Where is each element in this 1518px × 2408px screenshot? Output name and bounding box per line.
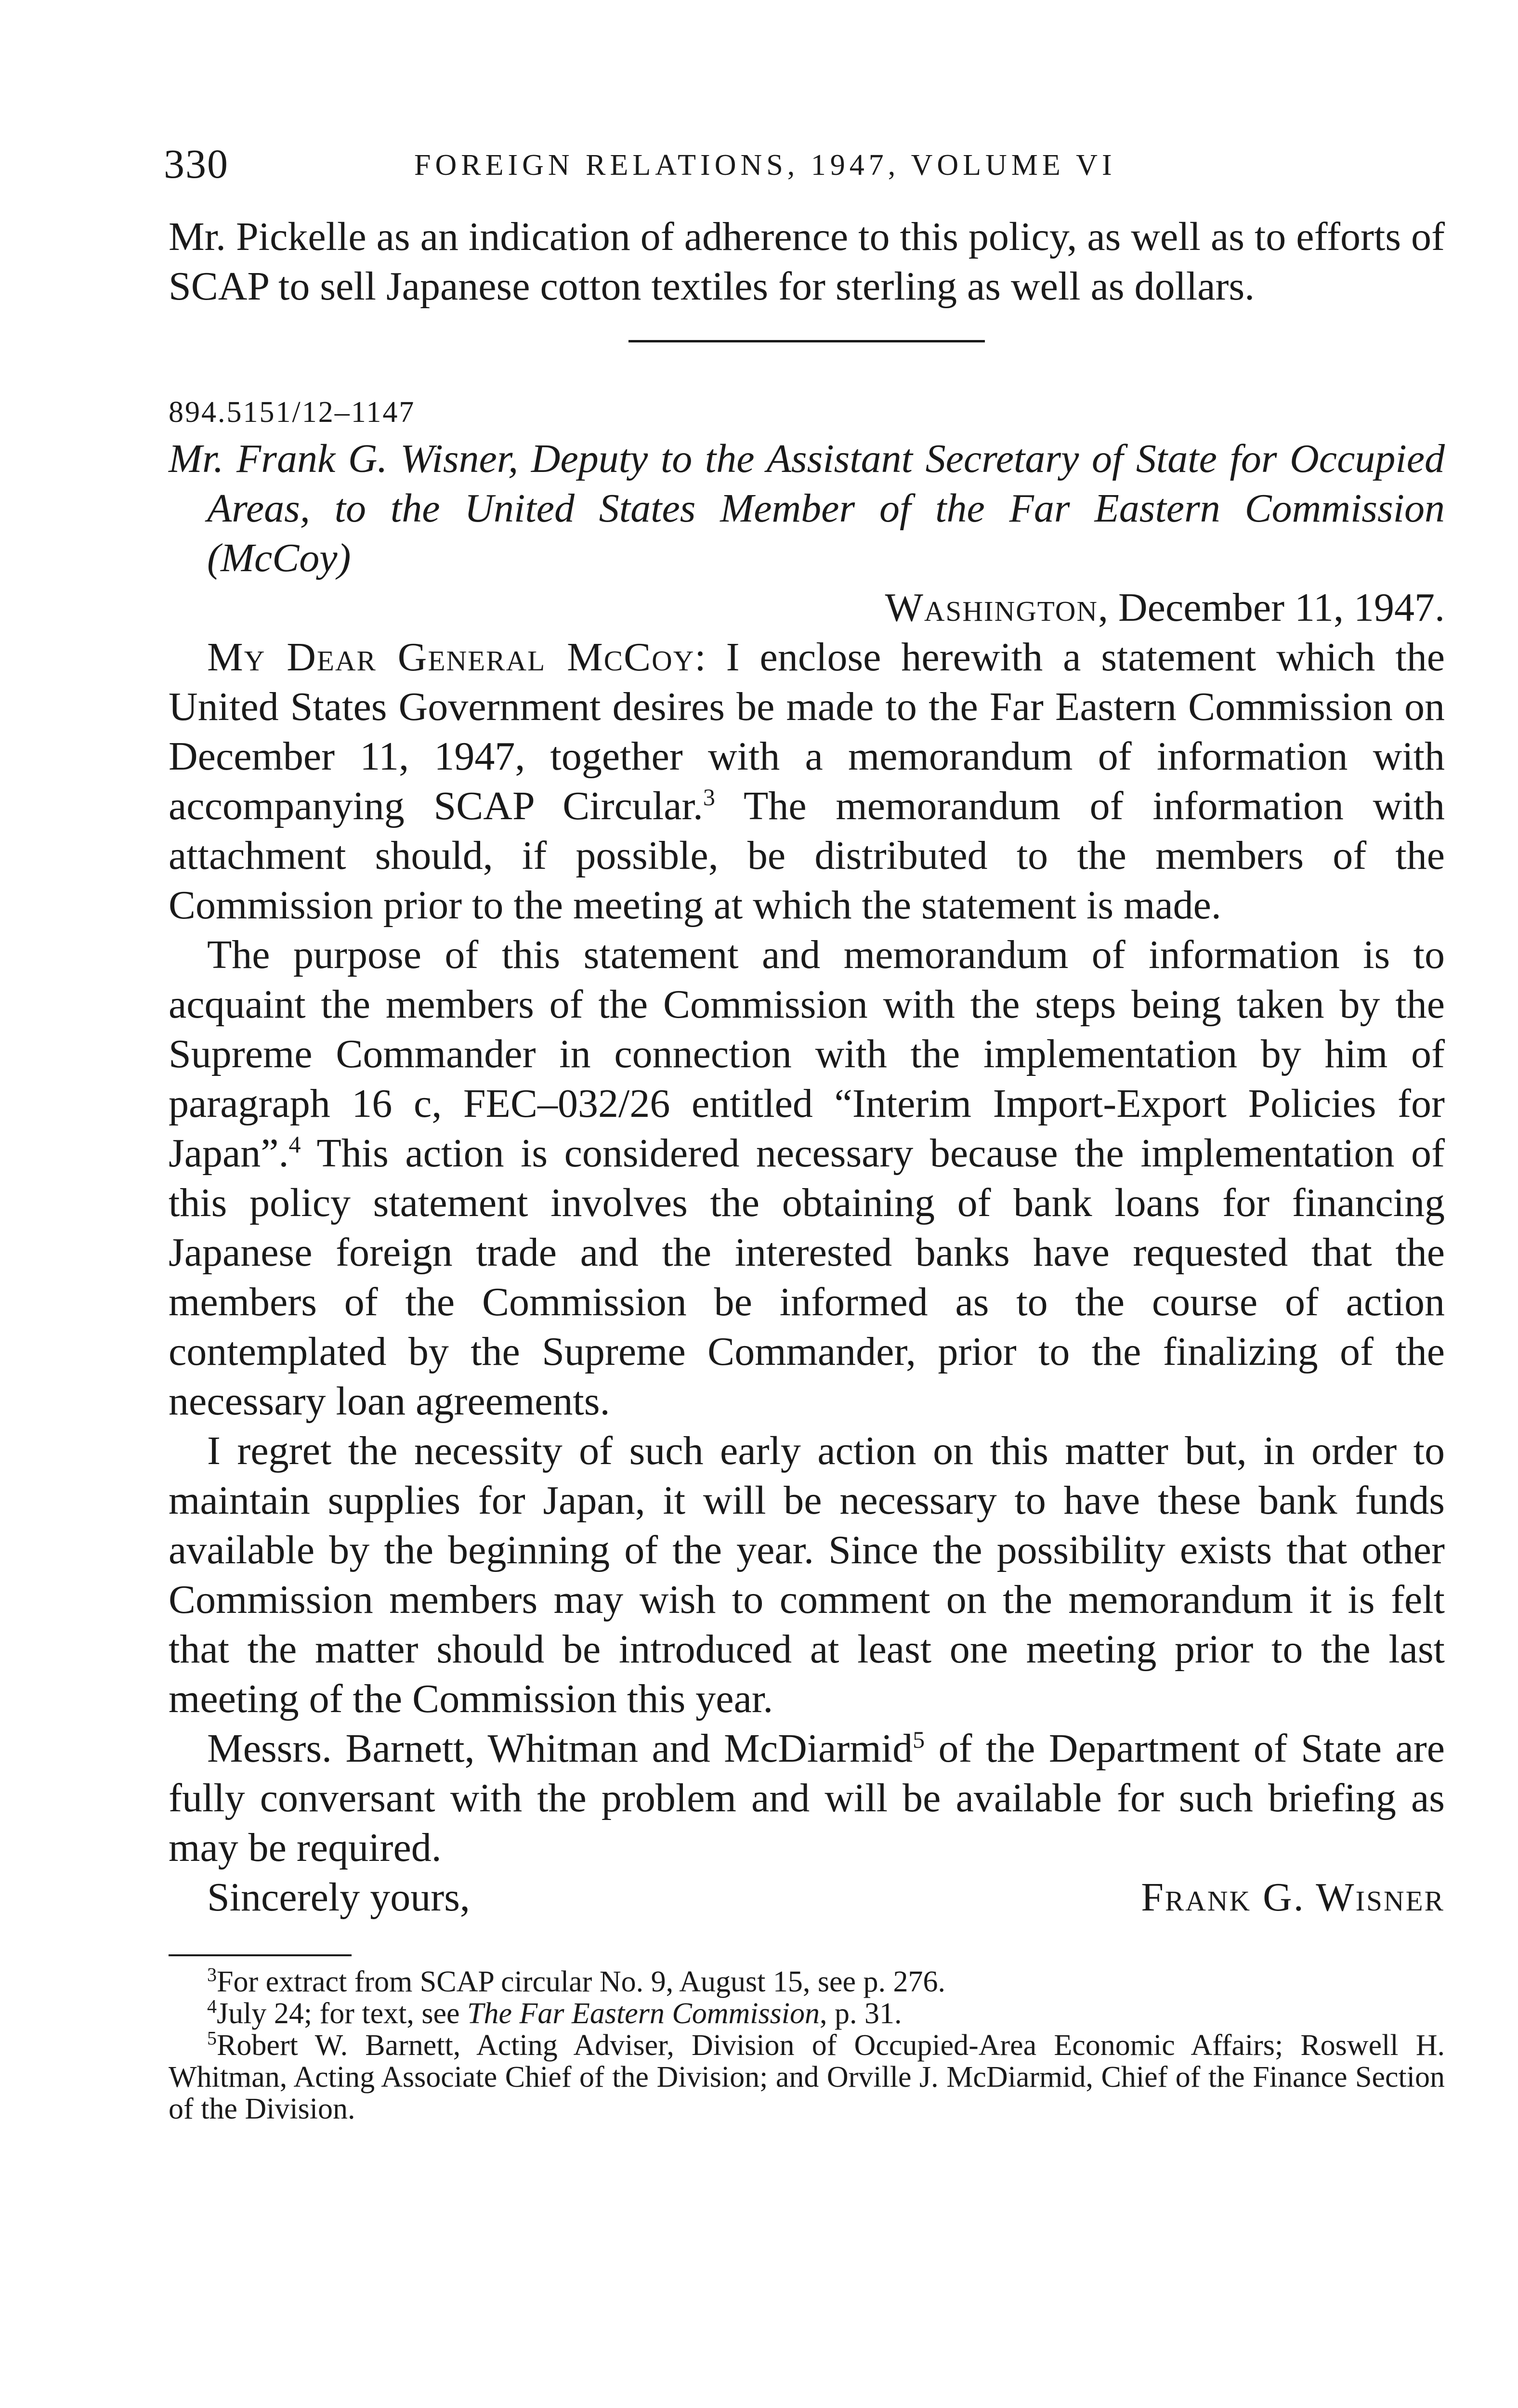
paragraph-4 <box>169 1724 1445 1872</box>
closing: Sincerely yours, <box>207 1875 470 1920</box>
signature: Frank G. Wisner <box>1141 1875 1445 1920</box>
footnote-text: For extract from SCAP circular No. 9, August 15, see p. 276. <box>217 1965 946 1998</box>
document-heading: Mr. Frank G. Wisner, Deputy to the Assistant Secretary of State for Occupied Areas, to the United States Member of the Far Eastern Commission (McCoy) <box>169 436 1445 580</box>
footnote-3 <box>169 1963 1445 1998</box>
footnote-5 <box>169 2029 1445 2125</box>
footnotes <box>169 1963 1445 2125</box>
footnote-citation-title: The Far Eastern Commission <box>467 1997 820 2030</box>
page-number: 330 <box>164 141 229 187</box>
paragraph-4-text-a: Messrs. Barnett, Whitman and McDiarmid <box>207 1726 913 1771</box>
running-title: FOREIGN RELATIONS, 1947, VOLUME VI <box>414 149 1116 182</box>
running-head <box>164 140 1445 193</box>
paragraph-1-text-b: The memorandum of information with attachment should, if possible, be distributed to the members of the Commission prior to the meeting at which the statement is made. <box>169 784 1445 928</box>
footnote-ref-4[interactable]: 4 <box>288 1131 301 1158</box>
dateline-place: Washington <box>885 585 1098 630</box>
footnote-mark: 5 <box>207 2027 217 2049</box>
footnote-mark: 3 <box>207 1963 217 1986</box>
section-divider <box>628 340 985 342</box>
footnote-4 <box>169 1995 1445 2030</box>
intro-paragraph: Mr. Pickelle as an indication of adherence to this policy, as well as to efforts of SCAP to sell Japanese cotton textiles for sterling as well as dollars. <box>169 214 1445 309</box>
footnote-text: July 24; for text, see <box>217 1997 468 2030</box>
body-text <box>169 212 1445 2125</box>
dateline <box>169 583 1445 632</box>
footnote-ref-3[interactable]: 3 <box>703 784 715 811</box>
closing-block <box>169 1872 1445 1925</box>
salutation: My Dear General McCoy <box>207 635 695 680</box>
paragraph-2 <box>169 930 1445 1426</box>
paragraph-1 <box>169 632 1445 930</box>
paragraph-3: I regret the necessity of such early action on this matter but, in order to maintain supplies for Japan, it will be necessary to have these bank funds available by the beginning of the year. Since the possibility exists that other Commission members may wish to comment on the memorandum it is felt that the matter should be introduced at least one meeting prior to the last meeting of the Commission this year. <box>169 1428 1445 1721</box>
paragraph-4-text-b: of the Department of State are fully conversant with the problem and will be available for such briefing as may be required. <box>169 1726 1445 1870</box>
footnote-text: , p. 31. <box>820 1997 902 2030</box>
footnote-rule <box>169 1954 352 1956</box>
footnote-text: Robert W. Barnett, Acting Adviser, Division of Occupied-Area Economic Affairs; Roswell H. Whitman, Acting Associate Chief of the Division; and Orville J. McDiarmid, Chief of the Finance Section of the Division. <box>169 2029 1445 2125</box>
footnote-ref-5[interactable]: 5 <box>913 1726 925 1753</box>
paragraph-2-text-a: The purpose of this statement and memorandum of information is to acquaint the members of the Commission with the steps being taken by the Supreme Commander in connection with the implementation by him of paragraph 16 c, FEC–032/26 entitled “Interim Import-Export Policies for Japan”. <box>169 932 1445 1176</box>
dateline-date: , December 11, 1947. <box>1098 585 1445 630</box>
file-number: 894.5151/12–1147 <box>169 396 416 429</box>
paragraph-1-text-a: : I enclose herewith a statement which the United States Government desires be made to the Far Eastern Commission on December 11, 1947, together with a memorandum of information with accompanying SCAP Circular. <box>169 635 1445 828</box>
paragraph-2-text-b: This action is considered necessary because the implementation of this policy statement involves the obtaining of bank loans for financing Japanese foreign trade and the interested banks have requested that the members of the Commission be informed as to the course of action contemplated by the Supreme Commander, prior to the finalizing of the necessary loan agreements. <box>169 1131 1445 1424</box>
footnote-mark: 4 <box>207 1995 217 2017</box>
